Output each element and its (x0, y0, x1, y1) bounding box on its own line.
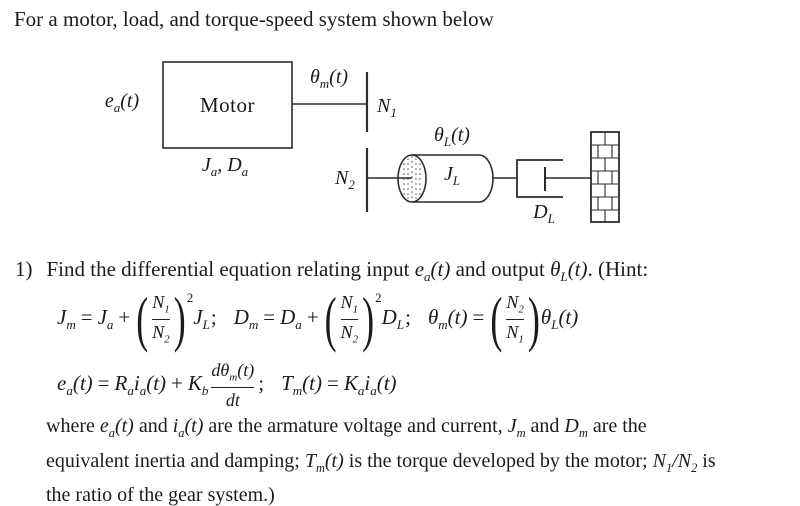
var-Ja: $J_a$ (97, 305, 114, 333)
close-paren: ) (362, 285, 375, 354)
var-theta-L: $\theta_L(t)$ (540, 305, 579, 333)
close-paren: ) (173, 285, 186, 354)
var-Kb: $K_b$ (187, 371, 209, 399)
fraction-n1-over-n2: $\frac{N_1}{N_2}$ (340, 292, 359, 346)
motor-params-label: $J_a$, $D_a$ (201, 154, 249, 179)
question-line (15, 257, 648, 285)
hint-line-1: where $e_a(t)$ and $i_a(t)$ are the armature voltage and current, $J_m$ and $D_m$ are the (46, 415, 647, 440)
load-inertia-label: $J_L$ (443, 163, 461, 188)
var-ea: $e_a(t)$ (414, 257, 451, 285)
exponent-2: 2 (186, 290, 194, 305)
slash: / (672, 449, 678, 472)
question-number: 1) (15, 257, 33, 281)
var-Dm: $D_m$ (233, 305, 259, 333)
damper-label: $D_L$ (533, 201, 555, 226)
fraction-n1-over-n2: $\frac{N_1}{N_2}$ (152, 292, 170, 346)
load-angle-label: $\theta_L(t)$ (434, 124, 470, 149)
var-ea: $e_a(t)$ (99, 415, 134, 440)
equation-2: $e_a(t) = R_ai_a(t) + K_b$ $\frac{d\theta_m(t)}{dt}$ ; $T_m(t) = K_ai_a(t)$ (57, 360, 397, 410)
var-Ra: $R_a$ (114, 371, 134, 399)
open-paren: ( (324, 285, 337, 354)
var-thetaL: $\theta_L(t)$ (550, 257, 588, 285)
problem-statement: For a motor, load, and torque-speed system shown below (14, 7, 494, 31)
open-paren: ( (136, 285, 149, 354)
var-ea: $e_a(t)$ (57, 371, 93, 399)
input-voltage-label: $e_a(t)$ (104, 90, 140, 115)
var-Tm: $T_m(t)$ (304, 449, 344, 475)
var-N1: $N_1$ (652, 449, 673, 475)
close-paren: ) (527, 285, 540, 354)
var-ia: $i_a(t)$ (364, 371, 397, 399)
var-DL: $D_L$ (381, 305, 405, 333)
question-text-1: Find the differential equation relating input (46, 257, 415, 281)
hint-line-2: equivalent inertia and damping; $T_m(t)$ is the torque developed by the motor; $N_1/N_2$ is (46, 449, 716, 475)
hint-line-3: the ratio of the gear system.) (46, 484, 275, 506)
var-ia: $i_a(t)$ (172, 415, 204, 440)
fraction-n2-over-n1: $\frac{N_2}{N_1}$ (506, 292, 524, 346)
var-Dm: $D_m$ (564, 415, 588, 440)
question-text-3: . (Hint: (587, 257, 649, 281)
gear-n1-label: $N_1$ (377, 95, 397, 120)
equation-1: $J_m = J_a$ + ( $\frac{N_1}{N_2}$ )$^2J_L$; $D_m = D_a$ + ( $\frac{N_1}{N_2}$ )$^2D_L$; $\theta_m(t)$ = ( $\frac{N_2}{N_1}$ )$\theta_L(t)$ (57, 285, 579, 354)
exponent-2: 2 (375, 290, 382, 305)
var-theta-m: $\theta_m(t)$ (427, 305, 468, 333)
var-Da: $D_a$ (280, 305, 302, 333)
var-Tm: $T_m(t)$ (281, 371, 322, 399)
var-Ka: $K_a$ (343, 371, 365, 399)
fraction-dtheta-dt: $\frac{d\theta_m(t)}{dt}$ (211, 360, 255, 410)
motor-label: Motor (200, 92, 255, 117)
system-diagram (0, 50, 700, 255)
var-JL: $J_L$ (193, 305, 210, 333)
open-paren: ( (490, 285, 503, 354)
var-Jm: $J_m$ (507, 415, 526, 440)
var-N2: $N_2$ (677, 449, 698, 475)
motor-angle-label: $\theta_m(t)$ (309, 66, 349, 91)
question-text-2: and output (450, 257, 551, 281)
hint-paragraph (46, 413, 716, 506)
var-Jm: $J_m$ (57, 305, 76, 333)
var-ia: $i_a(t)$ (133, 371, 167, 399)
gear-n2-label: $N_2$ (335, 167, 355, 192)
